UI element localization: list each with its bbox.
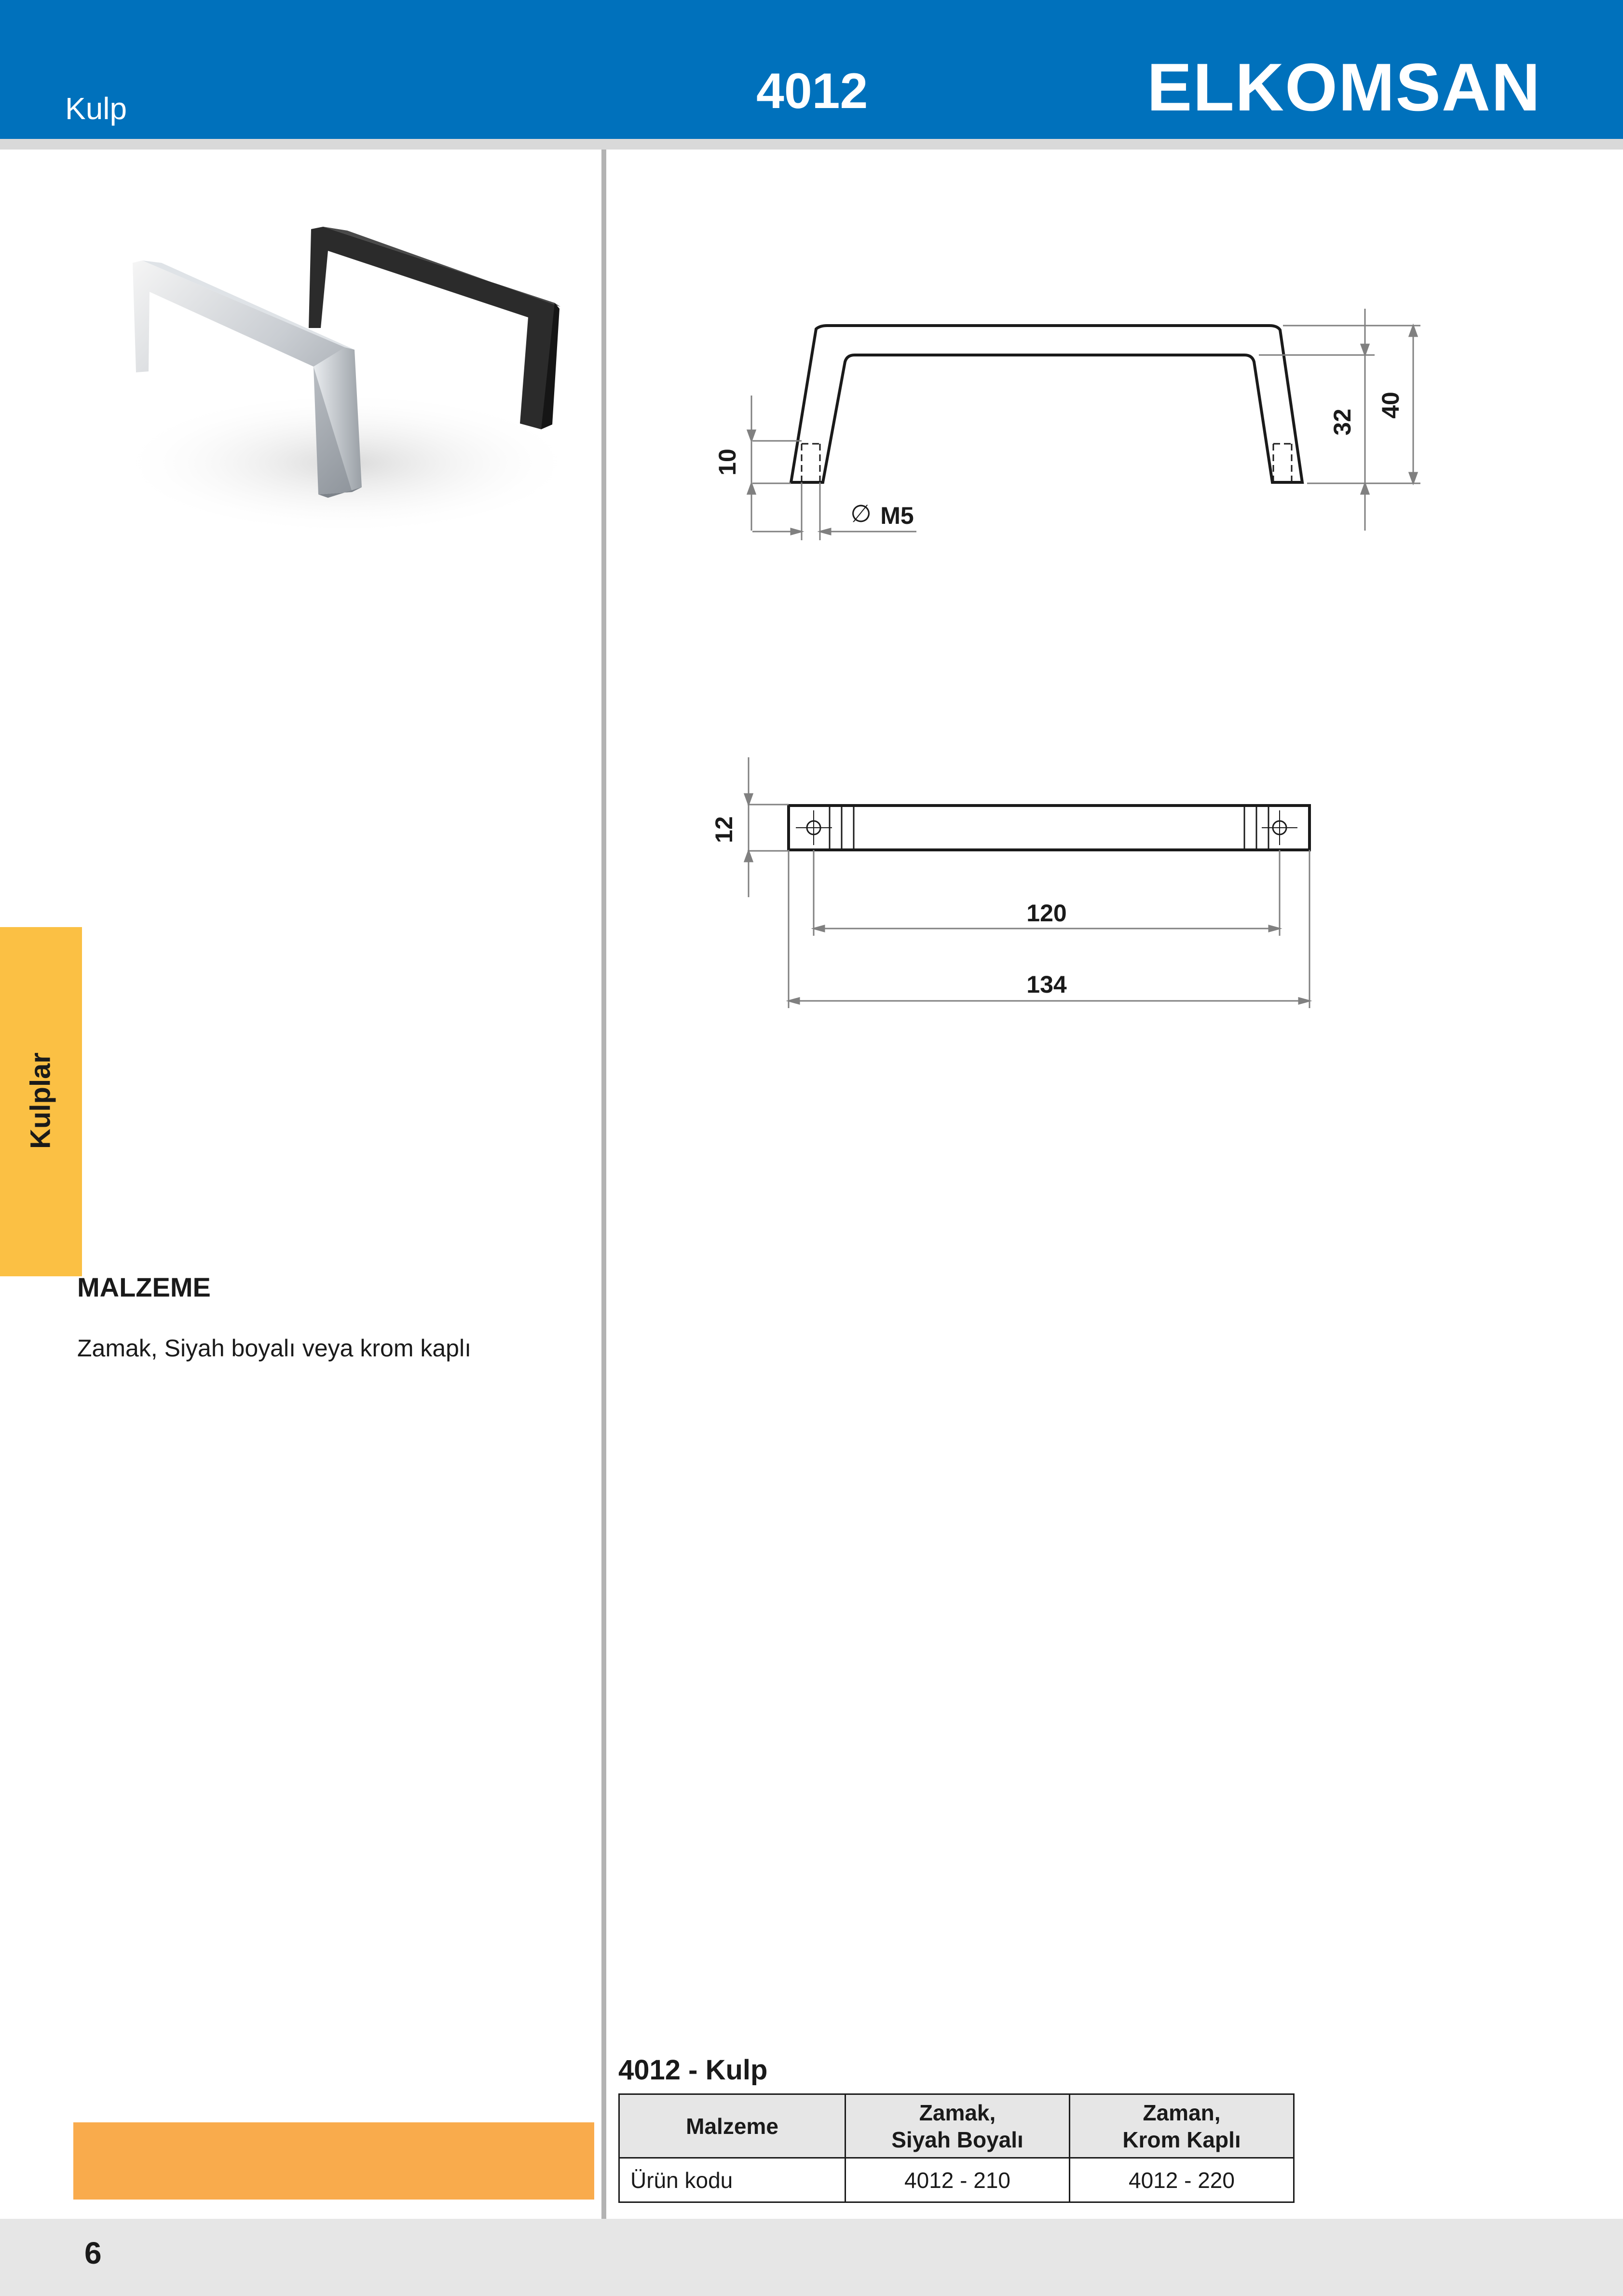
material-title: MALZEME xyxy=(77,1272,211,1302)
dim-width: 12 xyxy=(710,816,737,843)
dim-total-height: 40 xyxy=(1377,392,1404,419)
table-cell-code-chrome: 4012 - 220 xyxy=(1070,2158,1294,2202)
side-tab-label: Kulplar xyxy=(25,1052,56,1149)
accent-bar xyxy=(73,2122,594,2200)
table-row xyxy=(619,2158,1294,2202)
dim-hole-spacing: 120 xyxy=(1026,900,1067,927)
brand-logo: ELKOMSAN xyxy=(1147,49,1541,125)
table-header-black: Zamak, Siyah Boyalı xyxy=(846,2094,1070,2158)
product-code-table xyxy=(618,2093,1295,2203)
header-category: Kulp xyxy=(65,91,127,126)
header-product-code: 4012 xyxy=(756,63,868,119)
footer-bar xyxy=(0,2219,1623,2296)
top-view-drawing xyxy=(675,743,1322,1013)
product-photo xyxy=(77,193,603,560)
table-header-chrome: Zaman, Krom Kaplı xyxy=(1070,2094,1294,2158)
header-divider xyxy=(0,139,1623,150)
material-description: Zamak, Siyah boyalı veya krom kaplı xyxy=(77,1335,471,1362)
table-cell-label: Ürün kodu xyxy=(619,2158,846,2202)
dim-thread: M5 xyxy=(880,502,914,529)
table-header-material: Malzeme xyxy=(619,2094,846,2158)
table-title: 4012 - Kulp xyxy=(618,2054,768,2086)
page-number: 6 xyxy=(84,2236,102,2270)
table-header-row xyxy=(619,2094,1294,2158)
dim-inner-height: 32 xyxy=(1329,409,1356,436)
dim-thread-symbol: ∅ xyxy=(850,500,872,527)
table-cell-code-black: 4012 - 210 xyxy=(846,2158,1070,2202)
dim-height-leg: 10 xyxy=(714,449,741,476)
front-view-drawing xyxy=(675,289,1457,560)
dim-total-length: 134 xyxy=(1026,971,1067,998)
